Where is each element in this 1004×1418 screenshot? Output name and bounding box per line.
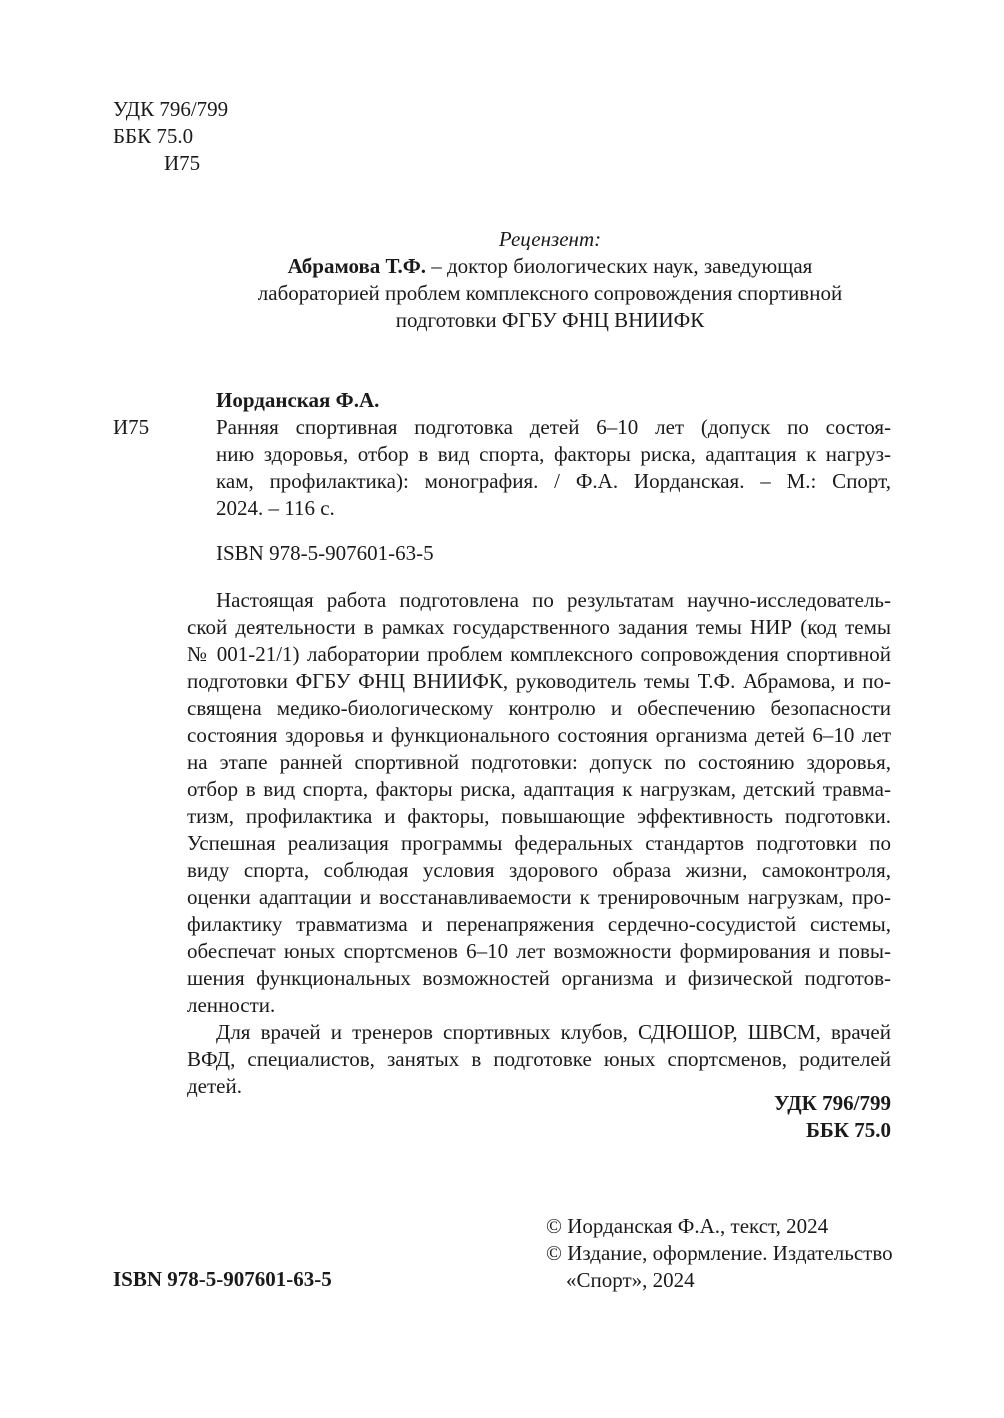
entry-title-line: кам, профилактика): монография. / Ф.А. Иорданская. – М.: Спорт, (216, 469, 891, 493)
reviewer-line-3: подготовки ФГБУ ФНЦ ВНИИФК (395, 308, 705, 332)
reviewer-label: Рецензент: (498, 227, 602, 251)
entry-title-line: 2024. – 116 с. (216, 496, 335, 520)
entry-author: Иорданская Ф.А. (216, 388, 380, 412)
reviewer-line-1 (200, 253, 900, 280)
audience-line: Для врачей и тренеров спортивных клубов, СДЮШОР, ШВСМ, врачей (216, 1020, 891, 1044)
abstract (187, 587, 891, 1100)
udk-code: УДК 796/799 (113, 97, 229, 121)
copyright-publisher: «Спорт», 2024 (566, 1268, 695, 1292)
abstract-line: оценки адаптации и восстанавливаемости к тренировочным нагрузкам, про- (187, 885, 891, 909)
entry-isbn: ISBN 978-5-907601-63-5 (216, 541, 434, 565)
abstract-line: виду спорта, соблюдая условия здорового образа жизни, самоконтроля, (187, 858, 891, 882)
reviewer-title: – доктор биологических наук, заведующая (426, 254, 813, 278)
author-sign: И75 (164, 151, 201, 175)
entry-title-line: нию здоровья, отбор в вид спорта, факторы риска, адаптация к нагруз- (216, 442, 891, 466)
abstract-line: на этапе ранней спортивной подготовки: допуск по состоянию здоровья, (187, 750, 891, 774)
bbk-code-bold: ББК 75.0 (806, 1118, 891, 1142)
entry-title-line: Ранняя спортивная подготовка детей 6–10 лет (допуск по состоя- (216, 415, 891, 439)
abstract-line: филактику травматизма и перенапряжения сердечно-сосудистой системы, (187, 912, 891, 936)
copyright-block (546, 1213, 893, 1294)
udk-code-bold: УДК 796/799 (773, 1091, 891, 1115)
bibliographic-entry (216, 414, 891, 522)
isbn-bottom: ISBN 978-5-907601-63-5 (113, 1267, 332, 1291)
audience-line: ВФД, специалистов, занятых в подготовке юных спортсменов, родителей (187, 1047, 891, 1071)
abstract-line: ленности. (187, 993, 276, 1017)
abstract-line: состояния здоровья и функционального состояния организма детей 6–10 лет (187, 723, 891, 747)
abstract-line: № 001-21/1) лаборатории проблем комплексного сопровождения спортивной (187, 642, 891, 666)
copyright-edition: © Издание, оформление. Издательство (546, 1241, 893, 1265)
abstract-line: Настоящая работа подготовлена по результатам научно-исследователь- (216, 588, 891, 612)
reviewer-block (200, 226, 900, 334)
reviewer-name: Абрамова Т.Ф. (287, 254, 426, 278)
abstract-line: ской деятельности в рамках государственного задания темы НИР (код темы (187, 615, 891, 639)
abstract-line: обеспечат юных спортсменов 6–10 лет возможности формирования и повы- (187, 939, 891, 963)
audience-line: детей. (187, 1074, 242, 1098)
bbk-code: ББК 75.0 (113, 124, 194, 148)
reviewer-line-2: лабораторией проблем комплексного сопровождения спортивной (257, 281, 843, 305)
abstract-line: тизм, профилактика и факторы, повышающие эффективность подготовки. (187, 804, 891, 828)
abstract-line: отбор в вид спорта, факторы риска, адаптация к нагрузкам, детский травма- (187, 777, 891, 801)
entry-code: И75 (113, 415, 150, 439)
abstract-line: шения функциональных возможностей организма и физической подготов- (187, 966, 891, 990)
abstract-line: Успешная реализация программы федеральных стандартов подготовки по (187, 831, 891, 855)
library-codes-bottom (600, 1090, 891, 1144)
abstract-line: священа медико-биологическому контролю и обеспечению безопасности (187, 696, 891, 720)
copyright-text: © Иорданская Ф.А., текст, 2024 (546, 1214, 829, 1238)
library-codes-top (113, 96, 228, 177)
abstract-line: подготовки ФГБУ ФНЦ ВНИИФК, руководитель темы Т.Ф. Абрамова, и по- (187, 669, 891, 693)
